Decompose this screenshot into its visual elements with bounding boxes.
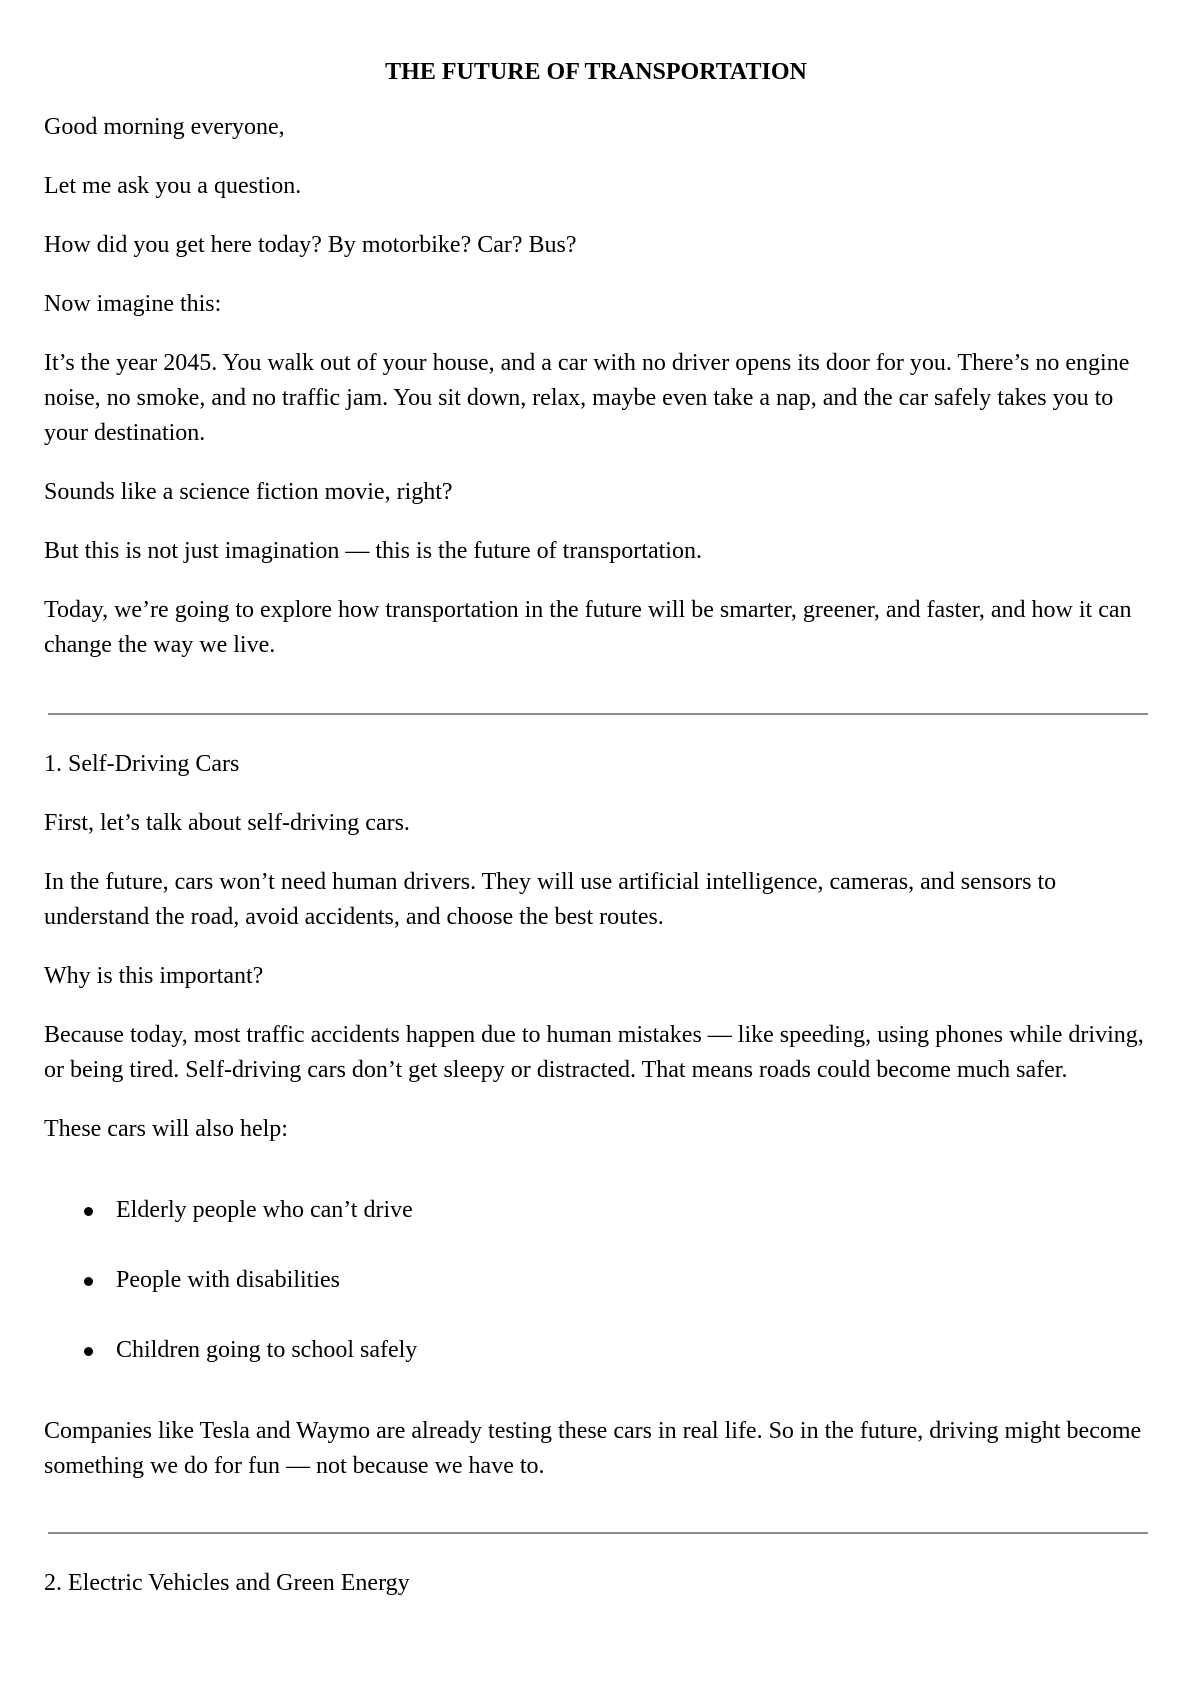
list-item-text: People with disabilities <box>116 1267 340 1293</box>
section-electric-vehicles <box>44 1566 1148 1601</box>
intro-paragraph: It’s the year 2045. You walk out of your house, and a car with no driver opens its door for you. There’s no engine noise, no smoke, and no traffic jam. You sit down, relax, maybe even take a nap, and the car safely takes you to your destination. <box>44 350 1130 446</box>
section-heading: 1. Self-Driving Cars <box>44 751 240 777</box>
section-divider <box>48 1532 1148 1534</box>
bullet-icon <box>84 1347 93 1356</box>
section-paragraph: In the future, cars won’t need human drivers. They will use artificial intelligence, cameras, and sensors to understand the road, avoid accidents, and choose the best routes. <box>44 869 1057 930</box>
list-item <box>44 1333 1148 1368</box>
document-title: THE FUTURE OF TRANSPORTATION <box>385 59 807 85</box>
intro-paragraph: How did you get here today? By motorbike? Car? Bus? <box>44 232 577 258</box>
section-paragraph: These cars will also help: <box>44 1116 288 1142</box>
intro-section <box>44 110 1148 663</box>
intro-paragraph: Good morning everyone, <box>44 114 285 140</box>
section-self-driving-cars <box>44 747 1148 1484</box>
intro-paragraph: Let me ask you a question. <box>44 173 302 199</box>
list-item <box>44 1263 1148 1298</box>
section-divider <box>48 713 1148 715</box>
list-item <box>44 1193 1148 1228</box>
list-item-text: Elderly people who can’t drive <box>116 1197 413 1223</box>
bullet-list <box>44 1193 1148 1368</box>
section-paragraph: Because today, most traffic accidents happen due to human mistakes — like speeding, using phones while driving, or being tired. Self-driving cars don’t get sleepy or distracted. That means roads could become much safer. <box>44 1022 1144 1083</box>
section-paragraph: First, let’s talk about self-driving cars. <box>44 810 410 836</box>
intro-paragraph: Sounds like a science fiction movie, right? <box>44 479 453 505</box>
section-paragraph: Companies like Tesla and Waymo are already testing these cars in real life. So in the future, driving might become something we do for fun — not because we have to. <box>44 1418 1142 1479</box>
bullet-icon <box>84 1207 93 1216</box>
intro-paragraph: But this is not just imagination — this is the future of transportation. <box>44 538 702 564</box>
section-paragraph: Why is this important? <box>44 963 264 989</box>
list-item-text: Children going to school safely <box>116 1337 418 1363</box>
section-heading: 2. Electric Vehicles and Green Energy <box>44 1570 410 1596</box>
intro-paragraph: Now imagine this: <box>44 291 222 317</box>
intro-paragraph: Today, we’re going to explore how transportation in the future will be smarter, greener, and faster, and how it can change the way we live. <box>44 597 1132 658</box>
bullet-icon <box>84 1277 93 1286</box>
